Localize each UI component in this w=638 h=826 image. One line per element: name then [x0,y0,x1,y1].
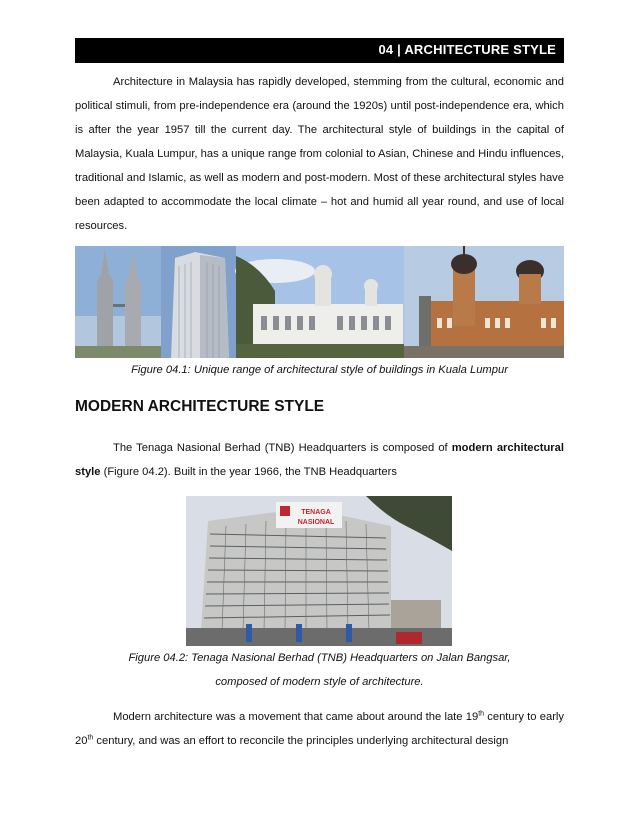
tnb-paragraph-bold: modern architectural style [75,442,564,478]
tnb-headquarters-photo [186,496,452,646]
superscript-th-1: th [478,710,485,718]
figure-04-2-caption-line-2: composed of modern style of architecture. [215,676,424,688]
closing-paragraph-text-3: century, and was an effort to reconcile the principles underlying architectural design [93,735,509,747]
superscript-th-2: th [87,734,94,742]
figure-04-2-image [186,496,452,646]
intro-paragraph: Architecture in Malaysia has rapidly developed, stemming from the cultural, economic and political stimuli, from pre-independence era (around the 1920s) until post-independence era, which is after the year 1957 till the current day. The architectural style of buildings in the capital of Malaysia, Kuala Lumpur, has a unique range from colonial to Asian, Chinese and Hindu influences, traditional and Islamic, as well as modern and post-modern. Most of these architectural styles have been adapted to accommodate the local climate – hot and humid all year round, and use of local resources. [75,76,564,232]
section-header-title: 04 | ARCHITECTURE STYLE [378,42,556,57]
section-header-bar [75,38,564,63]
closing-paragraph [75,705,564,753]
kuala-lumpur-buildings-collage [75,246,564,358]
figure-04-2-caption-line-1: Figure 04.2: Tenaga Nasional Berhad (TNB) Headquarters on Jalan Bangsar, [128,652,511,664]
figure-04-1-caption: Figure 04.1: Unique range of architectural style of buildings in Kuala Lumpur [131,364,508,376]
closing-paragraph-text-1: Modern architecture was a movement that came about around the late 19 [113,711,479,723]
closing-paragraph-text-2: century to early 20 [75,711,564,747]
tnb-paragraph [75,436,564,484]
tnb-paragraph-text-2: (Figure 04.2). Built in the year 1966, the TNB Headquarters [100,466,397,478]
figure-04-1-image [75,246,564,358]
tnb-sign-line-2: NASIONAL [297,519,335,526]
tnb-sign-line-1: TENAGA [301,509,331,516]
section-heading: MODERN ARCHITECTURE STYLE [75,398,325,415]
tnb-paragraph-text-1: The Tenaga Nasional Berhad (TNB) Headquarters is composed of [113,442,452,454]
